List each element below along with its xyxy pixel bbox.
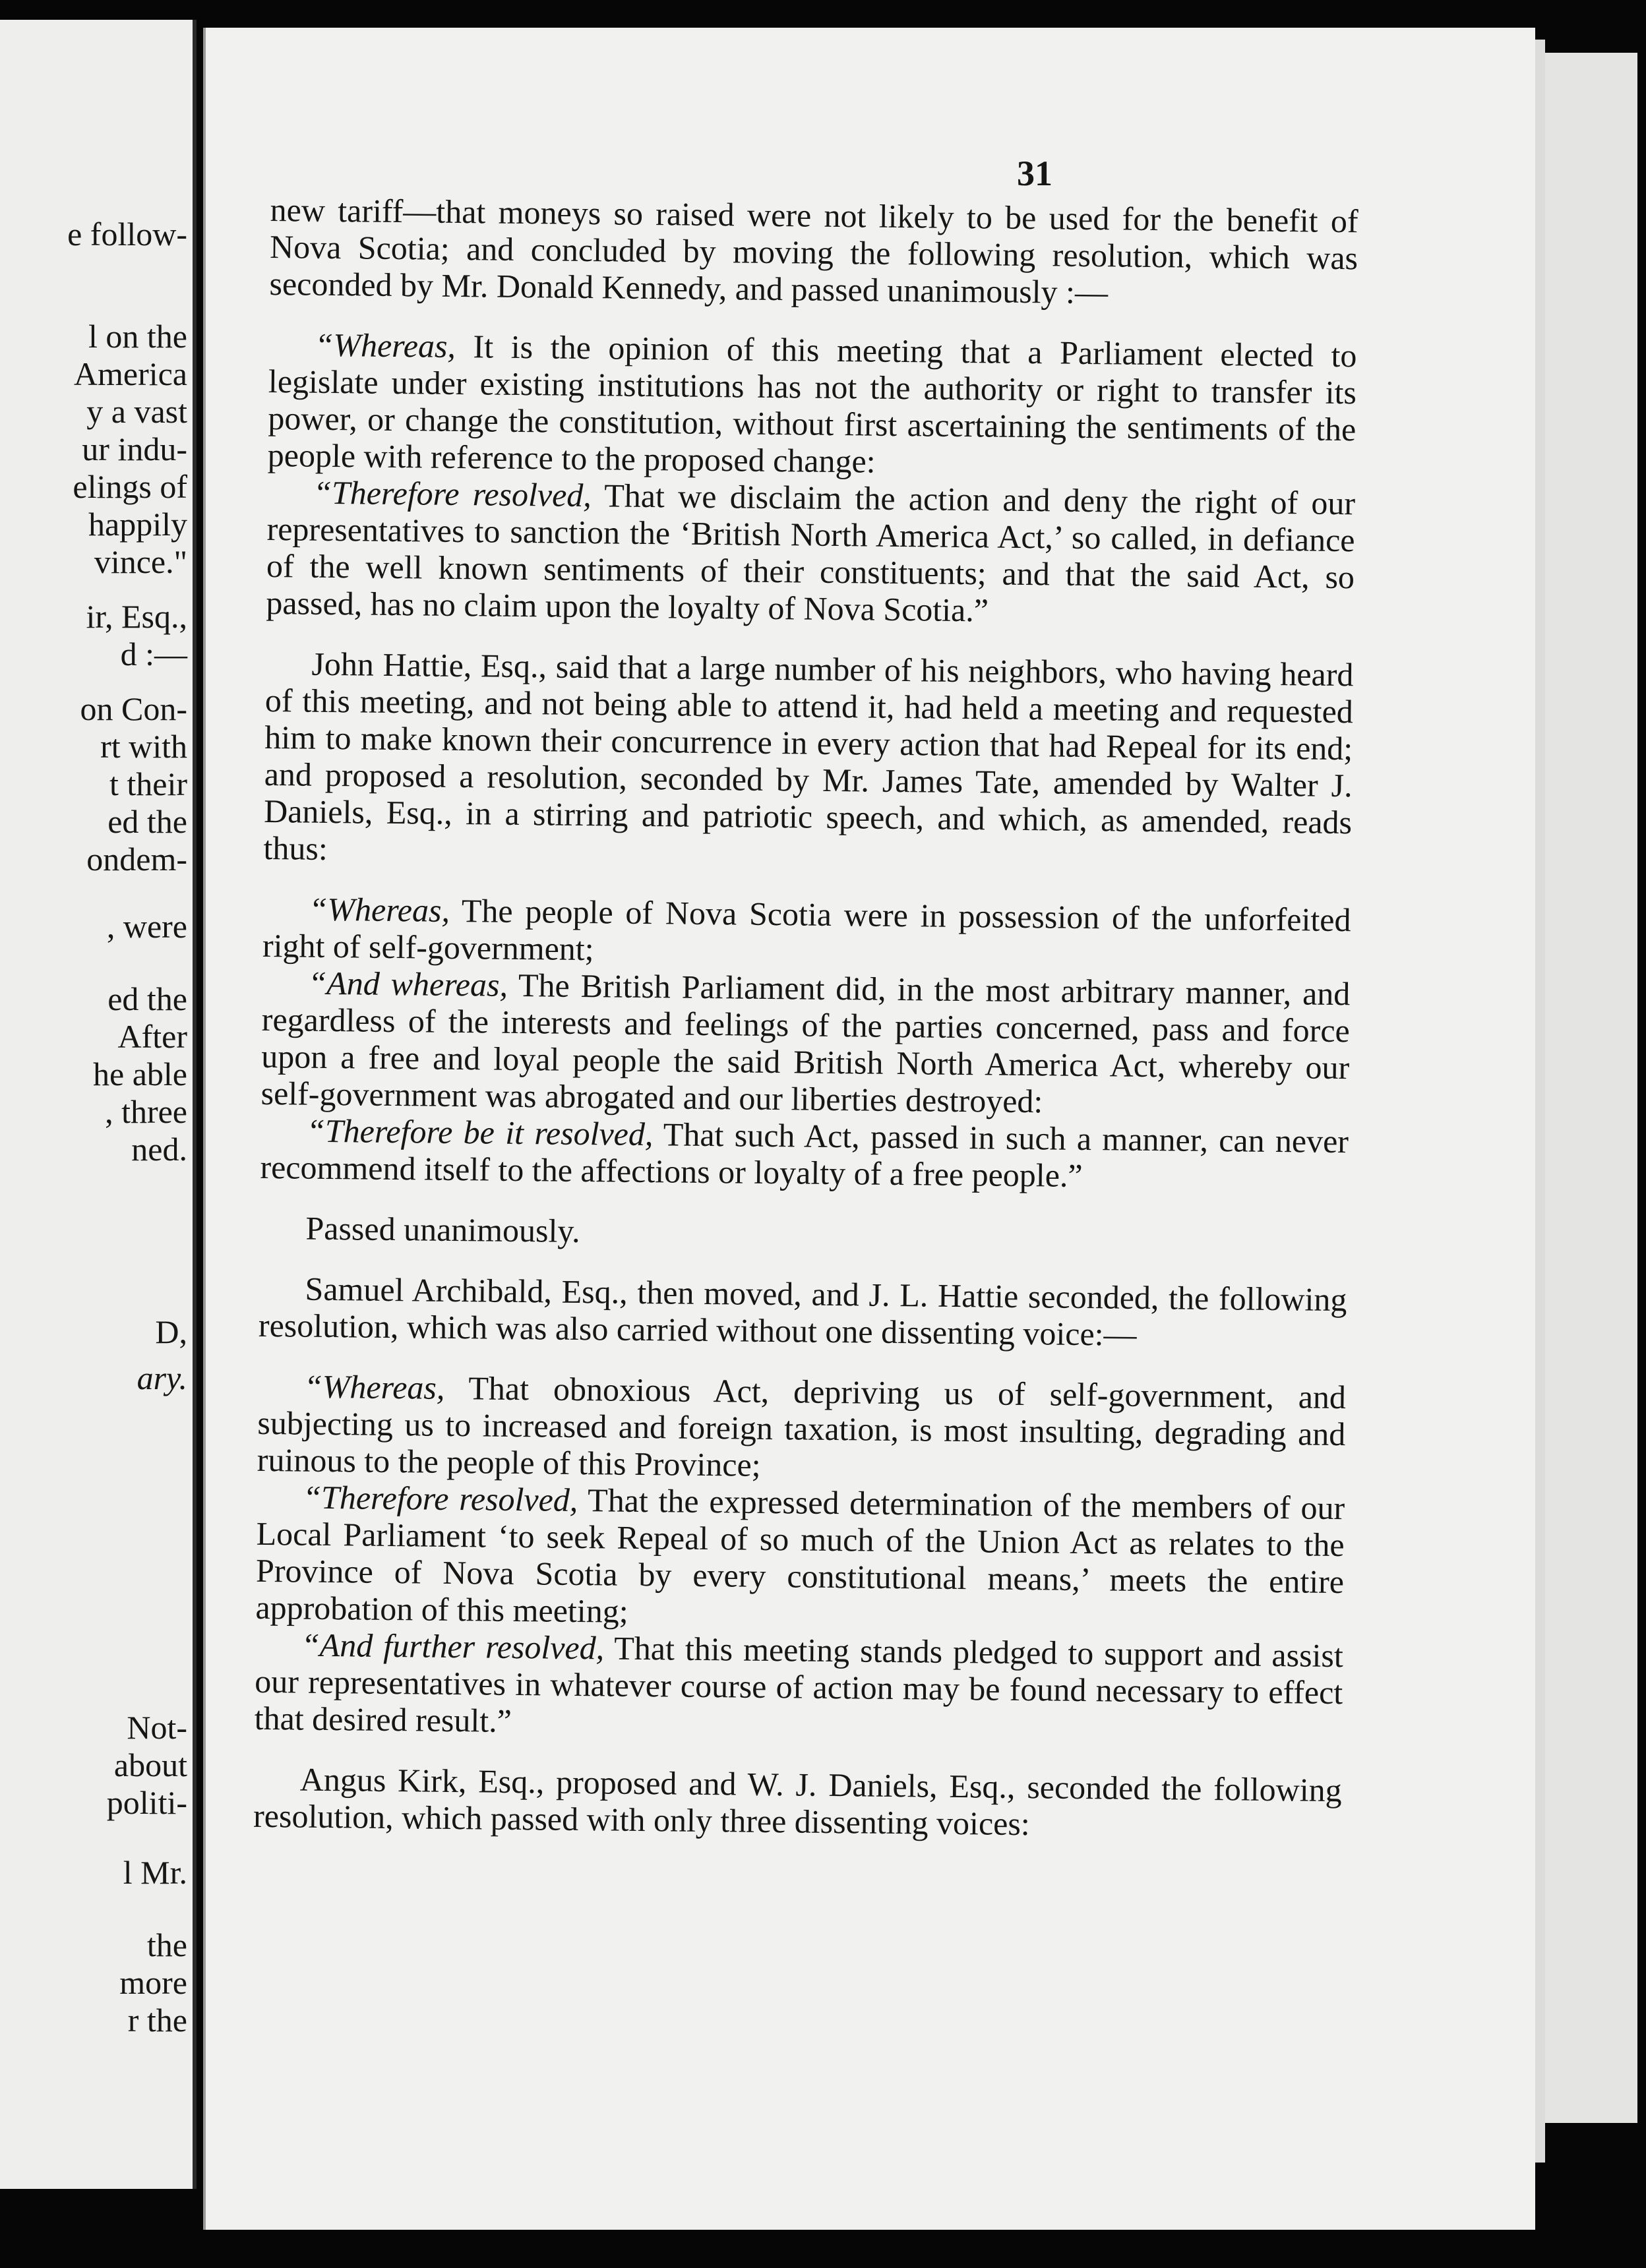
left-page-line: happily	[88, 506, 187, 543]
left-page-line: ur indu-	[82, 431, 187, 467]
paragraph-text: John Hattie, Esq., said that a large number of his neighbors, who having heard of this meeting, and not being able to attend it, had held a meeting and requested him to make known their concurrence in every action that had Repeal for its end; and proposed a resolution, seconded by Mr. James Tate, amended by Walter J. Daniels, Esq., in a stirring and patriotic speech, and which, as amended, reads thus:	[263, 645, 1354, 867]
left-page-line: America	[73, 355, 187, 392]
left-page-line: e follow-	[67, 216, 187, 253]
page-stack-edge	[1537, 53, 1637, 2123]
paragraph-text: That this meeting stands pledged to support and assist our representatives in whatever course of action may be found necessary to effect that desired result.”	[254, 1629, 1344, 1739]
paragraph	[269, 191, 1358, 313]
resolution-lead: “Therefore resolved,	[313, 473, 592, 514]
left-page-line: vince."	[94, 543, 187, 580]
left-page-line: , were	[106, 908, 187, 945]
left-page-line: rt with	[100, 728, 187, 765]
left-page-line: After	[117, 1018, 187, 1055]
paragraph-text: That the expressed determination of the members of our Local Parliament ‘to seek Repeal of so much of the Union Act as relates to the Province of Nova Scotia by every constitutional means,’ meets the entire approbation of this meeting;	[255, 1481, 1345, 1630]
resolution-paragraph	[260, 1112, 1349, 1197]
paragraph-text: The people of Nova Scotia were in possession of the unforfeited right of self-government;	[262, 891, 1351, 968]
resolution-lead: “And whereas,	[308, 964, 508, 1003]
paragraph-text: That such Act, passed in such a manner, can never recommend itself to the affections or loyalty of a free people.”	[260, 1116, 1349, 1194]
left-page-line: more	[119, 1964, 187, 2001]
resolution-paragraph	[255, 1478, 1345, 1637]
paragraph-text: That obnoxious Act, depriving us of self-government, and subjecting us to increased and foreign taxation, is most insulting, degrading and ruinous to the people of this Province;	[257, 1369, 1347, 1483]
left-page-line: ary.	[137, 1359, 187, 1396]
page-body	[253, 191, 1358, 1845]
paragraph	[259, 1209, 1347, 1257]
resolution-paragraph	[260, 964, 1350, 1123]
left-page-line: r the	[127, 2002, 187, 2039]
resolution-paragraph	[266, 473, 1355, 632]
left-page-line: ned.	[131, 1131, 187, 1168]
left-page-line: ed the	[107, 803, 187, 840]
paragraph	[259, 1270, 1347, 1355]
resolution-lead: “Whereas,	[309, 890, 450, 929]
left-page-line: l on the	[88, 318, 187, 355]
paragraph-text: new tariff—that moneys so raised were not likely to be used for the benefit of Nova Scotia; and concluded by moving the following resolution, which was seconded by Mr. Donald Kennedy, and passed unanimously :—	[269, 191, 1358, 311]
left-page-line: y a vast	[86, 393, 187, 430]
resolution-lead: “Therefore be it resolved,	[306, 1112, 654, 1153]
left-page-line: about	[113, 1746, 187, 1783]
left-page-line: ed the	[107, 980, 187, 1017]
resolution-paragraph	[254, 1626, 1343, 1748]
paragraph-text: Passed unanimously.	[305, 1209, 580, 1250]
left-page-line: Not-	[127, 1709, 187, 1746]
left-page-line: politi-	[106, 1784, 187, 1821]
paragraph-text: It is the opinion of this meeting that a Parliament elected to legislate under existing institutions has not the authority or right to transfer its power, or change the constitution, without first ascertaining the sentiments of the people with reference to the proposed change:	[267, 327, 1357, 480]
left-page-line: on Con-	[80, 690, 187, 727]
resolution-lead: “And further resolved,	[301, 1626, 605, 1667]
left-page-line: the	[146, 1926, 187, 1963]
page-number: 31	[1017, 154, 1052, 193]
left-page-line: , three	[105, 1093, 187, 1130]
left-page-line: t their	[109, 765, 187, 802]
left-page-line: ir, Esq.,	[86, 598, 187, 635]
paragraph-text: That we disclaim the action and deny the right of our representatives to sanction the ‘British North America Act,’ so called, in defiance of the well known sentiments of their constituents; and that the said Act, so passed, has no claim upon the loyalty of Nova Scotia.”	[266, 477, 1356, 629]
resolution-lead: “Whereas,	[315, 326, 456, 365]
resolution-lead: “Therefore resolved,	[302, 1478, 578, 1518]
paragraph-text: Angus Kirk, Esq., proposed and W. J. Daniels, Esq., seconded the following resolution, which passed with only three dissenting voices:	[253, 1760, 1342, 1843]
left-page-line: elings of	[73, 468, 187, 505]
left-page-line: ondem-	[86, 841, 187, 878]
resolution-paragraph	[268, 326, 1357, 485]
resolution-paragraph	[262, 890, 1351, 975]
left-page-line: he able	[93, 1056, 187, 1092]
resolution-paragraph	[257, 1367, 1347, 1489]
resolution-lead: “Whereas,	[303, 1367, 445, 1406]
left-page-line: l Mr.	[123, 1854, 187, 1891]
paragraph-text: The British Parliament did, in the most arbitrary manner, and regardless of the interests and feelings of the parties concerned, pass and force upon a free and loyal people the said British North America Act, whereby our self-government was abrogated and our liberties destroyed:	[260, 966, 1351, 1120]
paragraph	[263, 645, 1353, 878]
left-page-fragment	[0, 20, 197, 2189]
paragraph	[253, 1760, 1342, 1845]
left-page-line: d :—	[120, 636, 187, 672]
left-page-line: D,	[155, 1313, 187, 1350]
paragraph-text: Samuel Archibald, Esq., then moved, and J. L. Hattie seconded, the following resolution, which was also carried without one dissenting voice:—	[258, 1270, 1347, 1353]
